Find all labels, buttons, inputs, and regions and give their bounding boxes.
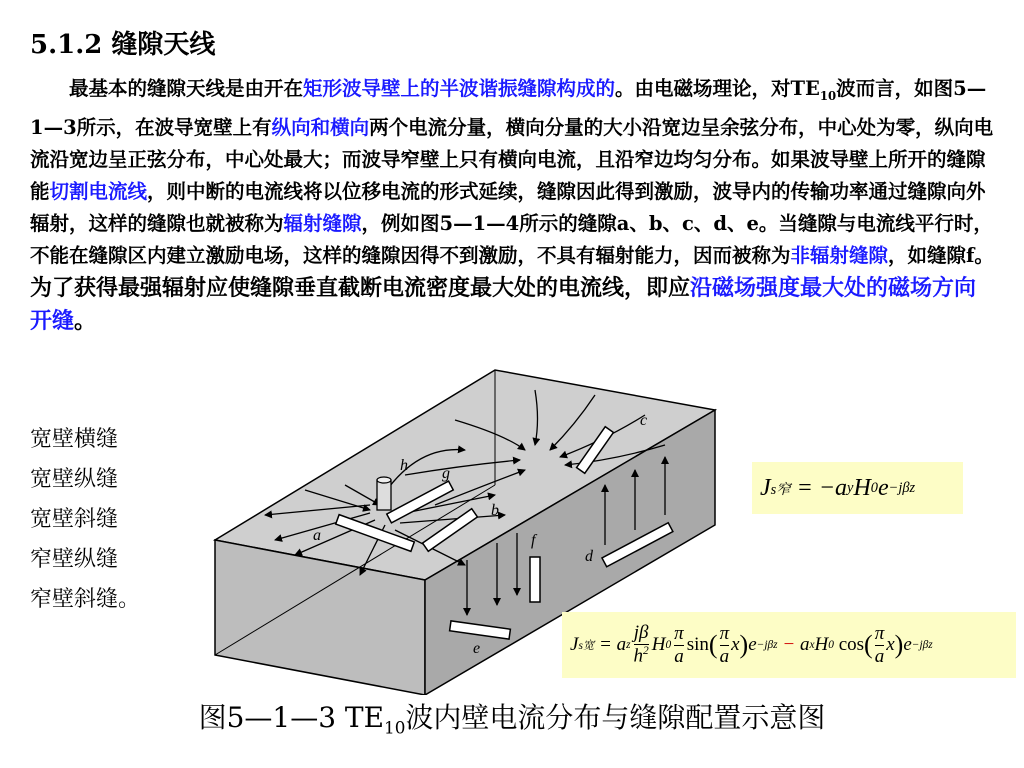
formula-symbol: a [799, 634, 810, 655]
para-text: ，例如图5—1—4所示的缝隙a、b、c、d、e。当缝隙与电流线平行时，不能在缝隙区内建立激励电场，这样的缝隙因得不到激励，不具有辐射能力，因而被称为 [30, 211, 993, 267]
formula-symbol: h [633, 645, 644, 667]
formula-symbol: J [760, 474, 771, 501]
highlight-half-wave-slot: 矩形波导壁上的半波谐振缝隙构成的 [303, 77, 616, 100]
fraction-den: a [874, 645, 885, 667]
formula-minus: − [782, 634, 796, 655]
fraction [634, 622, 649, 667]
formula-sub: s宽 [578, 640, 595, 652]
label-e: e [473, 640, 481, 657]
slot-f [530, 557, 540, 602]
label-d: d [585, 548, 593, 565]
label-b: b [491, 502, 499, 519]
formula-sup: −jβz [888, 479, 916, 496]
slot-type-item: 宽壁横缝 [30, 427, 119, 452]
para-text-large: 为了获得最强辐射应使缝隙垂直截断电流密度最大处的电流线，即应 [30, 274, 691, 301]
caption-text: 波内壁电流分布与缝隙配置示意图 [405, 701, 826, 734]
formula-symbol: = [599, 634, 612, 655]
formula-symbol: e [748, 634, 757, 655]
para-text: 最基本的缝隙天线是由开在 [69, 77, 304, 100]
para-text: ，则中断的电流线将以位移电流的形式延续，缝隙因此得到激励，波导内的传输功率通过缝隙向外辐射，这样的缝隙也就被称为 [30, 179, 986, 235]
formula-sub: y [847, 479, 854, 496]
slot-type-item: 宽壁斜缝 [30, 507, 119, 532]
para-text: 两个电流分量，横向分量的大小沿宽边呈余弦分布，中心处为零，纵向电流沿宽边呈正弦分布，中心处最大；而波导窄壁上只有横向电流，且沿窄边均匀分布。如果波导壁上所开的缝隙能 [30, 115, 994, 203]
formula-symbol: e [877, 474, 889, 501]
formula-narrow-wall [752, 462, 963, 514]
highlight-cut-current: 切割电流线 [49, 179, 148, 203]
fraction-den: a [674, 645, 684, 667]
slot-type-item: 窄壁纵缝 [30, 547, 119, 572]
formula-fn: sin [686, 634, 709, 655]
formula-symbol: e [903, 634, 912, 655]
formula-wide-wall: J s宽 = a z $\frac{j\beta}{h^2}$ H 0 $\frac{\pi}{a}$ sin ( $\frac{\pi}{a}$ x ) e −jβz − a x H 0 cos ( $\frac{\pi}{a}$ x ) e −jβz [562, 612, 1016, 678]
formula-sup: 2 [643, 645, 649, 658]
fraction-num: π [674, 622, 684, 644]
highlight-field-direction: 沿磁场强度最大处的磁场方向开缝 [30, 274, 977, 334]
formula-sub: x [809, 639, 815, 651]
formula-symbol: a [616, 634, 627, 655]
formula-symbol: H [853, 474, 871, 501]
formula-fn: cos [838, 634, 865, 655]
formula-sup: −jβz [911, 639, 933, 651]
label-h: h [400, 457, 408, 474]
formula-symbol: x [731, 634, 740, 655]
para-text: 。由电磁场理论，对TE [615, 77, 820, 100]
probe-top [377, 477, 391, 483]
slot-type-item: 宽壁纵缝 [30, 467, 119, 492]
fraction [875, 623, 885, 668]
caption-text: 图5—1—3 TE [198, 701, 385, 734]
highlight-nonradiating-slot: 非辐射缝隙 [790, 243, 889, 267]
fraction [674, 623, 684, 668]
fraction-den [634, 645, 649, 667]
para-text: 波而言，如图5—1—3所示，在波导宽壁上有 [30, 77, 987, 139]
section-title: 5.1.2 缝隙天线 [30, 30, 216, 60]
probe-h [377, 480, 391, 510]
formula-sub: s窄 [770, 481, 791, 498]
slot-type-item: 窄壁斜缝。 [30, 587, 141, 612]
para-text: ，如缝隙f。 [888, 243, 994, 267]
highlight-radiating-slot: 辐射缝隙 [283, 211, 362, 235]
formula-symbol: = − [796, 474, 836, 501]
para-text: 。 [74, 307, 97, 334]
label-g: g [442, 465, 450, 482]
formula-sub: z [626, 639, 631, 651]
formula-sub: 0 [828, 639, 834, 651]
formula-sub: 0 [870, 479, 878, 496]
fraction-den: a [719, 645, 730, 667]
label-a: a [313, 527, 321, 544]
fraction [720, 623, 730, 668]
caption-sub: 10 [384, 717, 406, 738]
figure-caption [0, 696, 1024, 738]
fraction-num: jβ [633, 622, 649, 644]
body-paragraph [30, 73, 998, 338]
te-subscript: 10 [819, 88, 837, 103]
formula-symbol: H [651, 634, 666, 655]
highlight-long-trans: 纵向和横向 [271, 115, 370, 139]
formula-symbol: H [814, 634, 829, 655]
label-c: c [640, 412, 648, 429]
label-f: f [531, 532, 536, 549]
fraction-num: π [874, 622, 885, 644]
formula-sub: 0 [665, 639, 672, 651]
fraction-num: π [719, 622, 730, 644]
formula-sup: −jβz [756, 639, 778, 651]
formula-symbol: x [886, 634, 895, 655]
formula-symbol: a [835, 474, 848, 501]
slot-type-list [30, 420, 140, 620]
formula-symbol: J [570, 634, 579, 655]
